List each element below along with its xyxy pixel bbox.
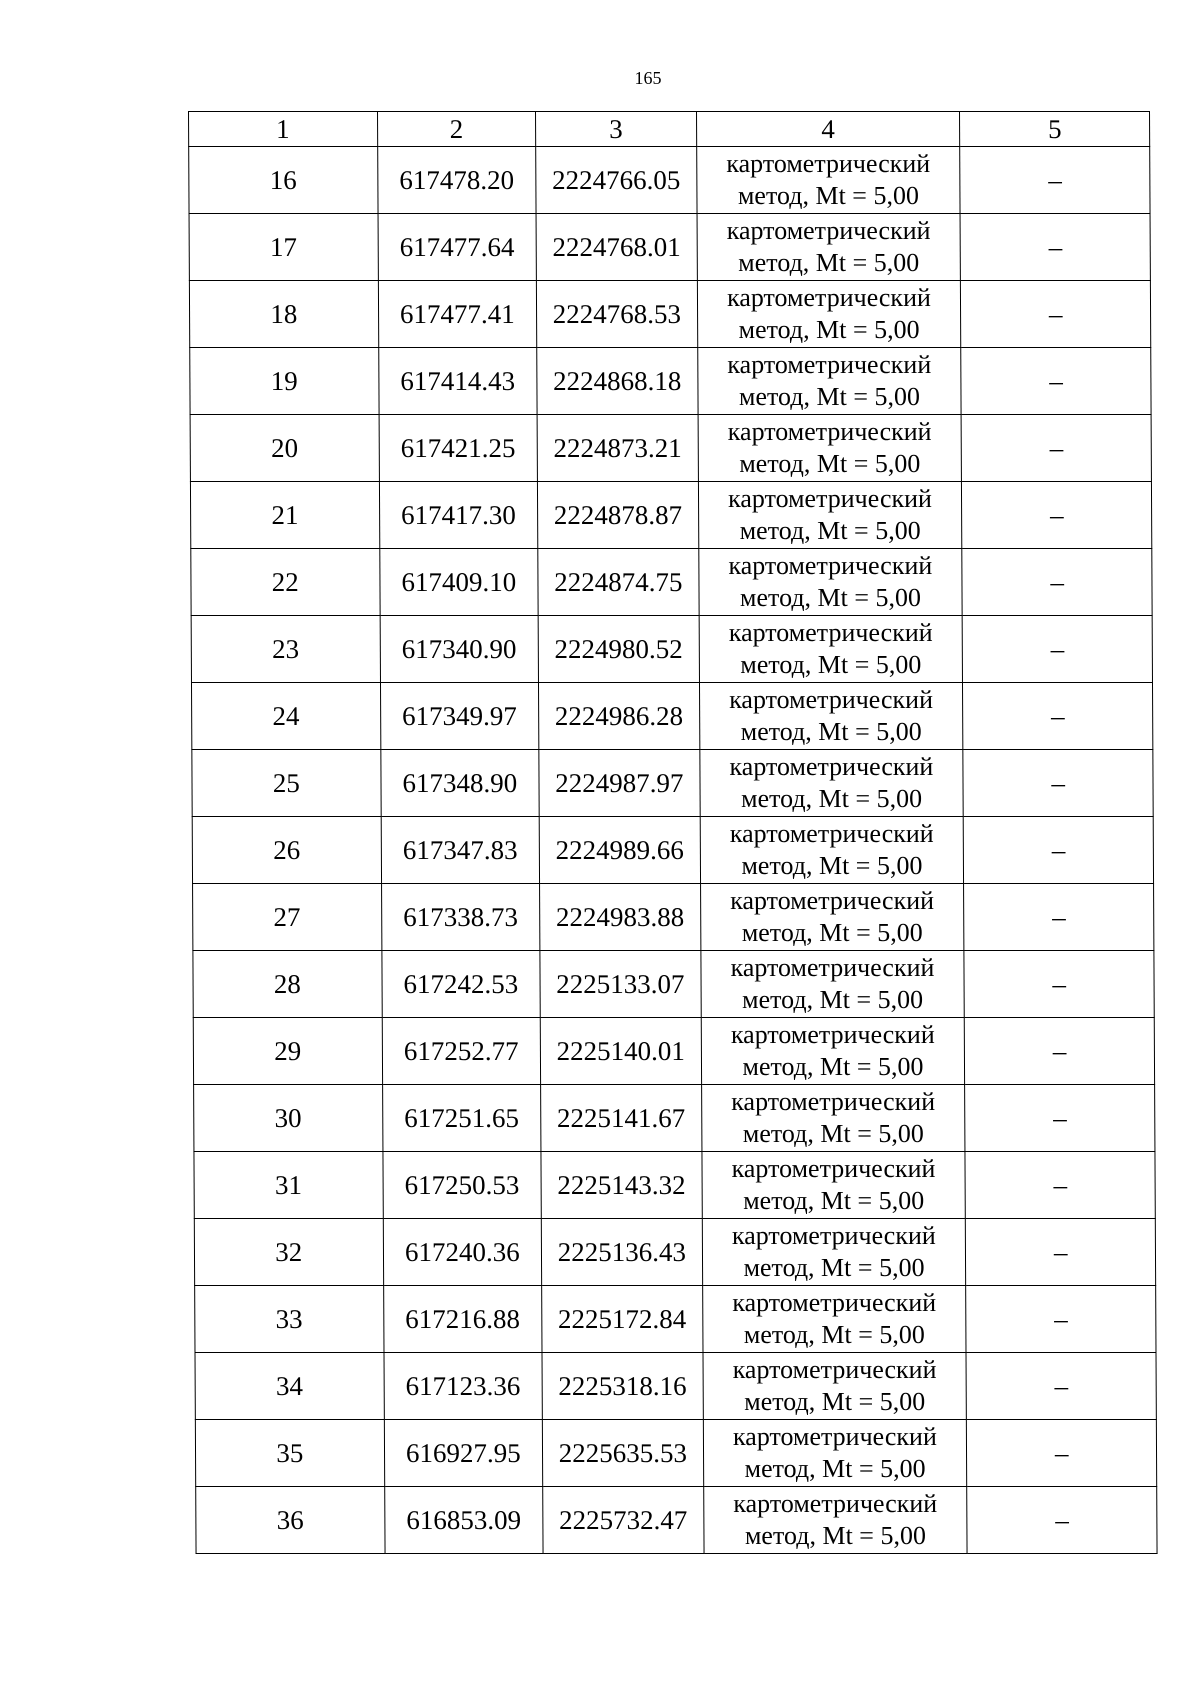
x-coordinate-cell: 617421.25 <box>379 415 538 482</box>
method-line-1: картометрический <box>729 752 934 781</box>
table-row <box>192 817 1153 884</box>
method-line-2: метод, Mt = 5,00 <box>740 784 923 813</box>
method-cell <box>702 1286 966 1353</box>
x-coordinate-cell: 616927.95 <box>384 1420 543 1487</box>
y-coordinate-cell: 2224987.97 <box>539 750 700 817</box>
method-line-2: метод, Mt = 5,00 <box>739 516 921 545</box>
col5-cell: – <box>961 415 1151 482</box>
point-number-cell: 22 <box>191 549 380 616</box>
x-coordinate-cell: 617348.90 <box>380 750 539 817</box>
method-cell <box>699 616 963 683</box>
col5-cell: – <box>965 1152 1155 1219</box>
method-line-1: картометрический <box>730 886 935 915</box>
method-line-1: картометрический <box>729 685 934 714</box>
table-row <box>193 1018 1154 1085</box>
method-line-1: картометрический <box>731 1154 936 1183</box>
method-line-2: метод, Mt = 5,00 <box>738 382 921 411</box>
method-cell <box>697 348 961 415</box>
point-number-cell: 31 <box>194 1152 383 1219</box>
table-row <box>194 1219 1155 1286</box>
table-row <box>191 683 1152 750</box>
x-coordinate-cell: 617216.88 <box>383 1286 542 1353</box>
method-line-2: метод, Mt = 5,00 <box>738 315 920 344</box>
method-line-1: картометрический <box>726 216 931 245</box>
table-row <box>196 1487 1157 1554</box>
y-coordinate-cell: 2224980.52 <box>538 616 699 683</box>
col5-cell: – <box>961 348 1151 415</box>
x-coordinate-cell: 617347.83 <box>381 817 540 884</box>
method-line-2: метод, Mt = 5,00 <box>737 181 919 210</box>
x-coordinate-cell: 617478.20 <box>377 147 536 214</box>
y-coordinate-cell: 2224878.87 <box>538 482 699 549</box>
x-coordinate-cell: 617123.36 <box>384 1353 543 1420</box>
point-number-cell: 18 <box>189 281 378 348</box>
table-row <box>189 147 1150 214</box>
method-cell <box>699 750 963 817</box>
page-number: 165 <box>634 68 662 88</box>
x-coordinate-cell: 617242.53 <box>381 951 540 1018</box>
x-coordinate-cell: 617349.97 <box>380 683 539 750</box>
header-col-4: 4 <box>696 112 960 147</box>
point-number-cell: 27 <box>193 884 382 951</box>
table-row <box>190 348 1151 415</box>
method-cell <box>700 884 964 951</box>
method-line-2: метод, Mt = 5,00 <box>744 1454 926 1483</box>
col5-cell: – <box>965 1085 1155 1152</box>
method-line-2: метод, Mt = 5,00 <box>738 248 920 277</box>
table-row <box>189 281 1150 348</box>
table-body <box>189 147 1157 1554</box>
table-row <box>195 1420 1156 1487</box>
y-coordinate-cell: 2224989.66 <box>539 817 700 884</box>
point-number-cell: 19 <box>190 348 379 415</box>
table-row <box>191 549 1152 616</box>
x-coordinate-cell: 617252.77 <box>382 1018 541 1085</box>
point-number-cell: 21 <box>190 482 379 549</box>
col5-cell: – <box>965 1018 1155 1085</box>
method-line-1: картометрический <box>732 1288 937 1317</box>
method-line-2: метод, Mt = 5,00 <box>742 1052 924 1081</box>
y-coordinate-cell: 2224986.28 <box>539 683 700 750</box>
method-cell <box>698 415 962 482</box>
y-coordinate-cell: 2225143.32 <box>541 1152 702 1219</box>
y-coordinate-cell: 2224868.18 <box>537 348 698 415</box>
y-coordinate-cell: 2225140.01 <box>540 1018 701 1085</box>
point-number-cell: 23 <box>191 616 380 683</box>
col5-cell: – <box>964 951 1154 1018</box>
method-line-1: картометрический <box>728 484 932 513</box>
point-number-cell: 17 <box>189 214 378 281</box>
method-line-1: картометрический <box>731 1087 936 1116</box>
x-coordinate-cell: 617477.64 <box>378 214 537 281</box>
method-line-1: картометрический <box>730 1020 935 1049</box>
table-row <box>193 951 1154 1018</box>
method-line-2: метод, Mt = 5,00 <box>742 985 924 1014</box>
y-coordinate-cell: 2224766.05 <box>536 147 697 214</box>
method-line-2: метод, Mt = 5,00 <box>739 449 921 478</box>
x-coordinate-cell: 617340.90 <box>380 616 539 683</box>
method-line-2: метод, Mt = 5,00 <box>744 1387 926 1416</box>
y-coordinate-cell: 2225172.84 <box>542 1286 703 1353</box>
method-cell <box>701 1085 965 1152</box>
method-line-1: картометрический <box>726 149 931 178</box>
method-line-2: метод, Mt = 5,00 <box>743 1253 925 1282</box>
method-line-2: метод, Mt = 5,00 <box>740 650 922 679</box>
method-cell <box>703 1353 967 1420</box>
col5-cell: – <box>967 1420 1157 1487</box>
header-row <box>189 112 1150 147</box>
table-row <box>192 750 1153 817</box>
x-coordinate-cell: 617477.41 <box>378 281 537 348</box>
x-coordinate-cell: 616853.09 <box>384 1487 543 1554</box>
header-col-3: 3 <box>536 112 697 147</box>
x-coordinate-cell: 617414.43 <box>378 348 537 415</box>
header-col-2: 2 <box>377 112 536 147</box>
method-cell <box>700 951 964 1018</box>
method-line-2: метод, Mt = 5,00 <box>742 1119 924 1148</box>
table-header <box>189 112 1150 147</box>
col5-cell: – <box>967 1487 1157 1554</box>
method-line-1: картометрический <box>726 283 931 312</box>
table-row <box>194 1085 1155 1152</box>
coordinates-table <box>188 111 1158 1554</box>
table-row <box>195 1286 1156 1353</box>
method-line-1: картометрический <box>729 819 934 848</box>
point-number-cell: 26 <box>192 817 381 884</box>
y-coordinate-cell: 2224768.53 <box>536 281 697 348</box>
point-number-cell: 34 <box>195 1353 384 1420</box>
y-coordinate-cell: 2225318.16 <box>542 1353 703 1420</box>
method-line-2: метод, Mt = 5,00 <box>741 851 923 880</box>
method-line-1: картометрический <box>733 1489 938 1518</box>
x-coordinate-cell: 617240.36 <box>383 1219 542 1286</box>
col5-cell: – <box>963 616 1153 683</box>
y-coordinate-cell: 2224983.88 <box>540 884 701 951</box>
y-coordinate-cell: 2224768.01 <box>536 214 697 281</box>
method-line-2: метод, Mt = 5,00 <box>743 1186 925 1215</box>
col5-cell: – <box>962 482 1152 549</box>
point-number-cell: 36 <box>196 1487 385 1554</box>
point-number-cell: 29 <box>193 1018 382 1085</box>
col5-cell: – <box>964 817 1154 884</box>
method-cell <box>697 214 961 281</box>
point-number-cell: 24 <box>191 683 380 750</box>
method-line-1: картометрический <box>728 618 933 647</box>
method-cell <box>699 683 963 750</box>
y-coordinate-cell: 2224873.21 <box>537 415 698 482</box>
point-number-cell: 25 <box>192 750 381 817</box>
point-number-cell: 20 <box>190 415 379 482</box>
col5-cell: – <box>963 683 1153 750</box>
method-line-1: картометрический <box>727 350 932 379</box>
x-coordinate-cell: 617417.30 <box>379 482 538 549</box>
method-line-2: метод, Mt = 5,00 <box>743 1320 925 1349</box>
point-number-cell: 35 <box>195 1420 384 1487</box>
method-cell <box>697 281 961 348</box>
method-cell <box>696 147 960 214</box>
col5-cell: – <box>963 750 1153 817</box>
x-coordinate-cell: 617250.53 <box>383 1152 542 1219</box>
method-cell <box>698 482 962 549</box>
y-coordinate-cell: 2225141.67 <box>541 1085 702 1152</box>
y-coordinate-cell: 2225635.53 <box>542 1420 703 1487</box>
x-coordinate-cell: 617409.10 <box>379 549 538 616</box>
col5-cell: – <box>960 147 1150 214</box>
y-coordinate-cell: 2224874.75 <box>538 549 699 616</box>
method-line-2: метод, Mt = 5,00 <box>739 583 922 612</box>
x-coordinate-cell: 617251.65 <box>382 1085 541 1152</box>
method-cell <box>702 1219 966 1286</box>
col5-cell: – <box>966 1286 1156 1353</box>
col5-cell: – <box>964 884 1154 951</box>
method-line-1: картометрический <box>728 551 933 580</box>
y-coordinate-cell: 2225732.47 <box>543 1487 704 1554</box>
header-col-1: 1 <box>189 112 378 147</box>
table-row <box>190 415 1151 482</box>
col5-cell: – <box>966 1353 1156 1420</box>
method-cell <box>702 1152 966 1219</box>
col5-cell: – <box>966 1219 1156 1286</box>
point-number-cell: 16 <box>189 147 378 214</box>
method-cell <box>703 1420 967 1487</box>
col5-cell: – <box>962 549 1152 616</box>
table-row <box>194 1152 1155 1219</box>
method-cell <box>703 1487 967 1554</box>
y-coordinate-cell: 2225133.07 <box>540 951 701 1018</box>
table-row <box>191 616 1152 683</box>
y-coordinate-cell: 2225136.43 <box>541 1219 702 1286</box>
method-line-1: картометрический <box>732 1355 937 1384</box>
point-number-cell: 33 <box>195 1286 384 1353</box>
table-row <box>190 482 1151 549</box>
method-cell <box>698 549 962 616</box>
method-line-2: метод, Mt = 5,00 <box>741 918 923 947</box>
method-line-1: картометрический <box>731 1221 936 1250</box>
point-number-cell: 30 <box>194 1085 383 1152</box>
header-col-5: 5 <box>960 112 1150 147</box>
x-coordinate-cell: 617338.73 <box>381 884 540 951</box>
point-number-cell: 28 <box>193 951 382 1018</box>
method-line-2: метод, Mt = 5,00 <box>740 717 922 746</box>
table-row <box>193 884 1154 951</box>
col5-cell: – <box>961 281 1151 348</box>
method-cell <box>700 817 964 884</box>
method-line-1: картометрический <box>727 417 932 446</box>
method-line-2: метод, Mt = 5,00 <box>744 1521 927 1550</box>
table-row <box>189 214 1150 281</box>
method-line-1: картометрический <box>730 953 935 982</box>
method-line-1: картометрический <box>732 1422 937 1451</box>
table-row <box>195 1353 1156 1420</box>
col5-cell: – <box>960 214 1150 281</box>
method-cell <box>701 1018 965 1085</box>
point-number-cell: 32 <box>194 1219 383 1286</box>
